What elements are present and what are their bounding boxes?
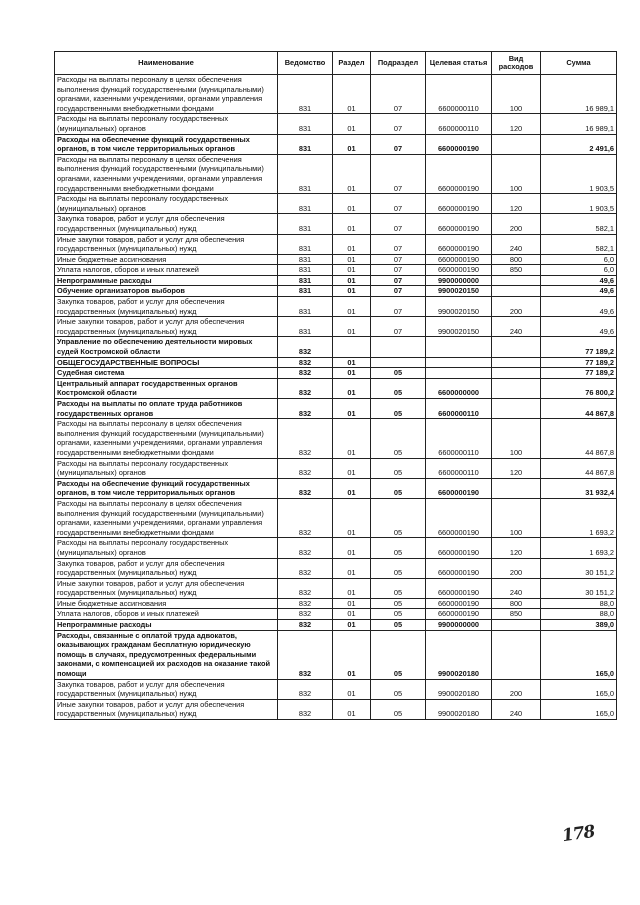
cell-sum: 49,6 [541,317,617,337]
table-row [55,498,617,537]
table-row [55,317,617,337]
cell-section: 01 [333,254,371,265]
cell-dept: 831 [278,75,333,114]
cell-subsection: 05 [371,598,426,609]
cell-section: 01 [333,265,371,276]
table-row [55,399,617,419]
cell-sum: 165,0 [541,699,617,719]
cell-kind: 100 [492,154,541,193]
cell-target [426,357,492,368]
cell-target: 6600000110 [426,114,492,134]
cell-name: Закупка товаров, работ и услуг для обеспечения государственных (муниципальных) нужд [55,214,278,234]
cell-dept: 832 [278,378,333,398]
cell-subsection: 05 [371,630,426,679]
cell-kind [492,378,541,398]
cell-name: Уплата налогов, сборов и иных платежей [55,609,278,620]
cell-section: 01 [333,378,371,398]
cell-target: 6600000190 [426,234,492,254]
cell-sum: 389,0 [541,620,617,631]
cell-subsection: 05 [371,478,426,498]
cell-target: 6600000190 [426,598,492,609]
cell-target: 9900020180 [426,699,492,719]
cell-sum: 88,0 [541,609,617,620]
cell-kind: 800 [492,598,541,609]
cell-section: 01 [333,630,371,679]
cell-dept: 832 [278,538,333,558]
cell-subsection: 05 [371,399,426,419]
cell-kind: 240 [492,578,541,598]
cell-dept: 832 [278,337,333,357]
cell-kind [492,337,541,357]
cell-subsection: 05 [371,419,426,458]
cell-section: 01 [333,458,371,478]
table-row [55,620,617,631]
cell-subsection: 05 [371,368,426,379]
cell-section: 01 [333,75,371,114]
cell-target: 6600000000 [426,378,492,398]
cell-kind [492,286,541,297]
cell-subsection: 05 [371,679,426,699]
cell-kind: 800 [492,254,541,265]
cell-section: 01 [333,679,371,699]
cell-sum: 30 151,2 [541,558,617,578]
cell-section: 01 [333,609,371,620]
cell-kind: 240 [492,234,541,254]
cell-dept: 831 [278,297,333,317]
cell-kind: 120 [492,458,541,478]
cell-name: Расходы на обеспечение функций государственных органов, в том числе территориальных органов [55,478,278,498]
cell-target: 6600000190 [426,498,492,537]
cell-dept: 832 [278,609,333,620]
cell-sum: 44 867,8 [541,399,617,419]
cell-kind [492,630,541,679]
cell-target: 6600000190 [426,265,492,276]
table-row [55,194,617,214]
table-row [55,134,617,154]
cell-target: 6600000110 [426,399,492,419]
cell-subsection: 07 [371,214,426,234]
table-row [55,286,617,297]
cell-name: Уплата налогов, сборов и иных платежей [55,265,278,276]
cell-dept: 831 [278,265,333,276]
table-row [55,609,617,620]
page-number: 178 [560,821,596,847]
header-subsection: Подраздел [371,52,426,75]
cell-name: Расходы на выплаты персоналу в целях обеспечения выполнения функций государственными (муниципальными) органами, казенными учреждениями, органами управления государственными внебюджетными фондами [55,154,278,193]
cell-dept: 831 [278,317,333,337]
cell-kind [492,275,541,286]
cell-subsection: 07 [371,194,426,214]
cell-subsection: 05 [371,458,426,478]
cell-target [426,337,492,357]
table-row [55,75,617,114]
cell-name: Центральный аппарат государственных органов Костромской области [55,378,278,398]
cell-dept: 832 [278,620,333,631]
cell-dept: 832 [278,399,333,419]
cell-dept: 831 [278,194,333,214]
cell-subsection: 07 [371,154,426,193]
cell-sum: 77 189,2 [541,337,617,357]
cell-section: 01 [333,357,371,368]
cell-dept: 831 [278,114,333,134]
cell-dept: 832 [278,368,333,379]
cell-kind: 200 [492,214,541,234]
cell-target: 6600000190 [426,578,492,598]
cell-target: 6600000190 [426,254,492,265]
cell-kind: 850 [492,609,541,620]
cell-sum: 49,6 [541,286,617,297]
cell-target: 6600000190 [426,214,492,234]
cell-target: 9900020180 [426,630,492,679]
cell-target: 9900020180 [426,679,492,699]
table-row [55,154,617,193]
cell-section: 01 [333,498,371,537]
cell-target: 6600000110 [426,419,492,458]
header-kind: Вид расходов [492,52,541,75]
cell-name: Иные закупки товаров, работ и услуг для обеспечения государственных (муниципальных) нужд [55,317,278,337]
cell-dept: 832 [278,679,333,699]
cell-dept: 832 [278,630,333,679]
cell-section: 01 [333,194,371,214]
table-row [55,357,617,368]
cell-sum: 165,0 [541,630,617,679]
cell-sum: 1 693,2 [541,498,617,537]
cell-subsection: 07 [371,297,426,317]
cell-name: Иные закупки товаров, работ и услуг для обеспечения государственных (муниципальных) нужд [55,234,278,254]
cell-section [333,337,371,357]
cell-section: 01 [333,699,371,719]
cell-target: 6600000190 [426,478,492,498]
cell-sum: 16 989,1 [541,114,617,134]
cell-kind: 240 [492,317,541,337]
cell-dept: 831 [278,154,333,193]
cell-kind [492,399,541,419]
cell-name: ОБЩЕГОСУДАРСТВЕННЫЕ ВОПРОСЫ [55,357,278,368]
cell-section: 01 [333,478,371,498]
cell-sum: 49,6 [541,275,617,286]
cell-target: 6600000190 [426,558,492,578]
cell-kind: 120 [492,114,541,134]
cell-name: Непрограммные расходы [55,275,278,286]
cell-name: Расходы на выплаты персоналу в целях обеспечения выполнения функций государственными (муниципальными) органами, казенными учреждениями, органами управления государственными внебюджетными фондами [55,419,278,458]
budget-table [54,51,617,720]
header-section: Раздел [333,52,371,75]
cell-section: 01 [333,234,371,254]
cell-subsection: 07 [371,286,426,297]
cell-sum: 44 867,8 [541,458,617,478]
cell-section: 01 [333,297,371,317]
table-row [55,337,617,357]
cell-dept: 831 [278,254,333,265]
cell-subsection: 05 [371,498,426,537]
cell-dept: 831 [278,286,333,297]
cell-dept: 832 [278,699,333,719]
table-row [55,254,617,265]
cell-sum: 31 932,4 [541,478,617,498]
cell-sum: 2 491,6 [541,134,617,154]
cell-dept: 832 [278,458,333,478]
cell-dept: 832 [278,558,333,578]
cell-subsection: 05 [371,558,426,578]
table-row [55,598,617,609]
cell-sum: 1 693,2 [541,538,617,558]
header-target: Целевая статья [426,52,492,75]
cell-subsection: 05 [371,378,426,398]
cell-kind [492,357,541,368]
cell-dept: 832 [278,357,333,368]
cell-section: 01 [333,538,371,558]
header-sum: Сумма [541,52,617,75]
cell-target: 6600000110 [426,75,492,114]
cell-name: Закупка товаров, работ и услуг для обеспечения государственных (муниципальных) нужд [55,297,278,317]
cell-target: 6600000190 [426,154,492,193]
cell-target: 6600000190 [426,609,492,620]
cell-name: Расходы на выплаты персоналу государственных (муниципальных) органов [55,458,278,478]
cell-subsection: 07 [371,75,426,114]
table-row [55,419,617,458]
table-row [55,368,617,379]
cell-dept: 831 [278,134,333,154]
cell-subsection: 07 [371,134,426,154]
cell-sum: 582,1 [541,214,617,234]
cell-sum: 1 903,5 [541,154,617,193]
cell-name: Расходы на выплаты персоналу государственных (муниципальных) органов [55,194,278,214]
cell-subsection: 07 [371,317,426,337]
cell-section: 01 [333,134,371,154]
cell-kind: 200 [492,297,541,317]
cell-name: Управление по обеспечению деятельности мировых судей Костромской области [55,337,278,357]
cell-subsection: 05 [371,578,426,598]
table-row [55,630,617,679]
cell-dept: 832 [278,419,333,458]
table-row [55,558,617,578]
table-row [55,114,617,134]
cell-section: 01 [333,558,371,578]
cell-kind: 240 [492,699,541,719]
cell-section: 01 [333,368,371,379]
cell-subsection [371,357,426,368]
table-header-row [55,52,617,75]
table-row [55,699,617,719]
table-row [55,297,617,317]
cell-section: 01 [333,578,371,598]
cell-subsection: 05 [371,620,426,631]
cell-dept: 831 [278,234,333,254]
cell-section: 01 [333,114,371,134]
cell-name: Непрограммные расходы [55,620,278,631]
cell-kind: 120 [492,538,541,558]
cell-name: Расходы, связанные с оплатой труда адвокатов, оказывающих гражданам бесплатную юридическую помощь в случаях, предусмотренных федеральными законами, с компенсацией их расходов на оказание такой помощи [55,630,278,679]
cell-name: Расходы на обеспечение функций государственных органов, в том числе территориальных органов [55,134,278,154]
table-row [55,538,617,558]
cell-sum: 582,1 [541,234,617,254]
cell-target: 6600000190 [426,194,492,214]
cell-section: 01 [333,214,371,234]
cell-name: Закупка товаров, работ и услуг для обеспечения государственных (муниципальных) нужд [55,558,278,578]
cell-section: 01 [333,317,371,337]
cell-target: 6600000190 [426,538,492,558]
cell-sum: 1 903,5 [541,194,617,214]
table-row [55,478,617,498]
cell-sum: 16 989,1 [541,75,617,114]
cell-section: 01 [333,275,371,286]
cell-target [426,368,492,379]
cell-kind: 850 [492,265,541,276]
table-row [55,275,617,286]
cell-target: 9900020150 [426,317,492,337]
cell-kind [492,368,541,379]
cell-kind: 200 [492,679,541,699]
cell-name: Расходы на выплаты по оплате труда работников государственных органов [55,399,278,419]
cell-kind: 120 [492,194,541,214]
cell-sum: 165,0 [541,679,617,699]
cell-sum: 49,6 [541,297,617,317]
table-row [55,578,617,598]
cell-target: 6600000190 [426,134,492,154]
cell-subsection: 07 [371,275,426,286]
header-dept: Ведомство [278,52,333,75]
cell-name: Расходы на выплаты персоналу государственных (муниципальных) органов [55,538,278,558]
cell-section: 01 [333,154,371,193]
cell-dept: 832 [278,598,333,609]
cell-section: 01 [333,399,371,419]
cell-sum: 76 800,2 [541,378,617,398]
cell-kind: 100 [492,498,541,537]
cell-dept: 831 [278,214,333,234]
cell-section: 01 [333,286,371,297]
cell-sum: 6,0 [541,265,617,276]
cell-subsection: 05 [371,699,426,719]
cell-sum: 30 151,2 [541,578,617,598]
cell-name: Иные бюджетные ассигнования [55,254,278,265]
cell-target: 9900020150 [426,286,492,297]
table-row [55,679,617,699]
cell-subsection: 07 [371,234,426,254]
cell-dept: 831 [278,275,333,286]
table-row [55,378,617,398]
cell-name: Закупка товаров, работ и услуг для обеспечения государственных (муниципальных) нужд [55,679,278,699]
cell-target: 6600000110 [426,458,492,478]
cell-name: Расходы на выплаты персоналу в целях обеспечения выполнения функций государственными (муниципальными) органами, казенными учреждениями, органами управления государственными внебюджетными фондами [55,75,278,114]
cell-name: Иные закупки товаров, работ и услуг для обеспечения государственных (муниципальных) нужд [55,699,278,719]
cell-name: Обучение организаторов выборов [55,286,278,297]
table-row [55,234,617,254]
table-row [55,265,617,276]
cell-subsection: 07 [371,254,426,265]
cell-sum: 6,0 [541,254,617,265]
cell-kind [492,478,541,498]
cell-subsection [371,337,426,357]
cell-kind: 100 [492,75,541,114]
cell-subsection: 07 [371,114,426,134]
cell-sum: 44 867,8 [541,419,617,458]
header-name: Наименование [55,52,278,75]
cell-kind [492,134,541,154]
cell-subsection: 05 [371,538,426,558]
cell-name: Иные бюджетные ассигнования [55,598,278,609]
cell-dept: 832 [278,478,333,498]
cell-section: 01 [333,419,371,458]
cell-dept: 832 [278,498,333,537]
cell-subsection: 07 [371,265,426,276]
cell-kind [492,620,541,631]
cell-name: Судебная система [55,368,278,379]
cell-section: 01 [333,598,371,609]
cell-subsection: 05 [371,609,426,620]
table-row [55,214,617,234]
table-row [55,458,617,478]
cell-sum: 88,0 [541,598,617,609]
cell-section: 01 [333,620,371,631]
cell-kind: 100 [492,419,541,458]
cell-target: 9900000000 [426,620,492,631]
cell-target: 9900020150 [426,297,492,317]
cell-sum: 77 189,2 [541,357,617,368]
cell-name: Расходы на выплаты персоналу государственных (муниципальных) органов [55,114,278,134]
cell-target: 9900000000 [426,275,492,286]
cell-name: Иные закупки товаров, работ и услуг для обеспечения государственных (муниципальных) нужд [55,578,278,598]
cell-dept: 832 [278,578,333,598]
cell-sum: 77 189,2 [541,368,617,379]
cell-kind: 200 [492,558,541,578]
cell-name: Расходы на выплаты персоналу в целях обеспечения выполнения функций государственными (муниципальными) органами, казенными учреждениями, органами управления государственными внебюджетными фондами [55,498,278,537]
